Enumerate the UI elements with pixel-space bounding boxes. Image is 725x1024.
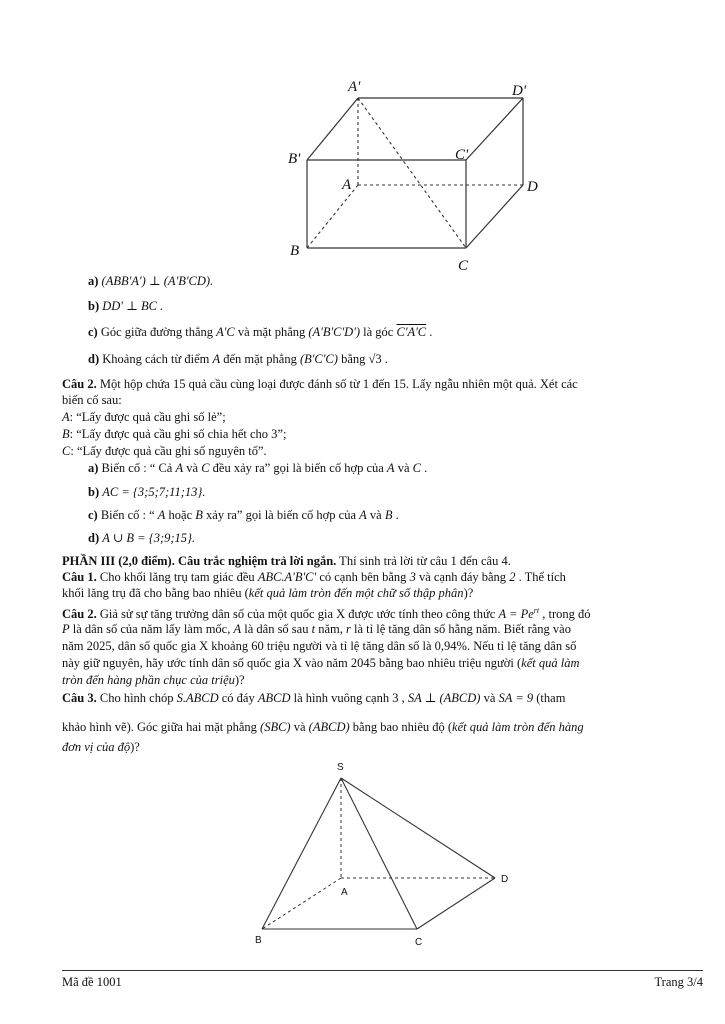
q2-item-a: a) Biến cố : “ Cả A và C đều xảy ra” gọi là biến cố hợp của A và C . xyxy=(88,461,428,475)
p3q2-line1: Câu 2. Giả sử sự tăng trưởng dân số của một quốc gia X được ước tính theo công thức $A = Pe^{rt}$ , trong đó xyxy=(62,606,591,622)
label-d: D xyxy=(527,179,538,195)
part3-header: PHẦN III (2,0 điểm). Câu trắc nghiệm trả lời ngắn. Thí sinh trả lời từ câu 1 đến câu 4. xyxy=(62,554,511,568)
label-b2: B xyxy=(255,935,262,946)
q1-item-c: c) Góc giữa đường thẳng A'C và mặt phẳng (A'B'C'D') là góc C'A'C . xyxy=(88,325,433,339)
label-c2: C xyxy=(415,937,423,948)
q2-event-c: C: “Lấy được quả cầu ghi số nguyên tố”. xyxy=(62,444,267,458)
p3q2-line2: P là dân số của năm lấy làm mốc, A là dân số sau t năm, r là tỉ lệ tăng dân số hằng năm. Biết rằng vào xyxy=(62,622,571,636)
p3q2-line4: này giữ nguyên, hãy ước tính dân số quốc gia X vào năm 2045 bằng bao nhiêu triệu người (kết quả làm xyxy=(62,656,580,670)
pyramid-figure xyxy=(245,757,525,952)
p3q1-line1: Câu 1. Cho khối lăng trụ tam giác đều ABC.A'B'C' có cạnh bên bằng 3 và cạnh đáy bằng 2 . Thể tích xyxy=(62,570,566,584)
q2-stem-line1: Câu 2. Một hộp chứa 15 quả cầu cùng loại được đánh số từ 1 đến 15. Lấy ngẫu nhiên một quả. Xét các xyxy=(62,377,578,391)
page-footer xyxy=(62,970,703,989)
label-c-prime: C' xyxy=(455,147,469,163)
p3q3-line1: Câu 3. Cho hình chóp S.ABCD có đáy ABCD là hình vuông cạnh 3 , SA ⊥ (ABCD) và SA = 9 (tham xyxy=(62,691,566,705)
label-b-prime: B' xyxy=(288,151,301,167)
p3q2-line5: tròn đến hàng phần chục của triệu)? xyxy=(62,673,245,687)
p3q3-line3: đơn vị của độ)? xyxy=(62,740,140,754)
label-a-prime: A' xyxy=(348,79,361,95)
q2-item-d: d) A ∪ B = {3;9;15}. xyxy=(88,531,196,545)
exam-code: Mã đề 1001 xyxy=(62,975,122,989)
q1-item-d: d) Khoảng cách từ điểm A đến mặt phẳng (B'C'C) bằng √3 . xyxy=(88,352,388,366)
page-number: Trang 3/4 xyxy=(654,975,703,989)
label-a: A xyxy=(342,177,352,193)
q2-event-b: B: “Lấy được quả cầu ghi số chia hết cho 3”; xyxy=(62,427,287,441)
label-c: C xyxy=(458,258,469,274)
q2-item-c: c) Biến cố : “ A hoặc B xảy ra” gọi là biến cố hợp của A và B . xyxy=(88,508,399,522)
p3q1-line2: khối lăng trụ đã cho bằng bao nhiêu (kết quả làm tròn đến một chữ số thập phân)? xyxy=(62,586,474,600)
q2-event-a: A: “Lấy được quả cầu ghi số lẻ”; xyxy=(62,410,226,424)
q2-stem-line2: biến cố sau: xyxy=(62,393,122,407)
q2-item-b: b) AC = {3;5;7;11;13}. xyxy=(88,485,206,499)
label-s: S xyxy=(337,762,344,773)
label-d-prime: D' xyxy=(512,83,527,99)
label-b: B xyxy=(290,243,300,259)
label-a2: A xyxy=(341,887,348,898)
label-d2: D xyxy=(501,874,509,885)
q1-item-b: b) DD' ⊥ BC . xyxy=(88,299,164,313)
p3q3-line2: khảo hình vẽ). Góc giữa hai mặt phẳng (SBC) và (ABCD) bằng bao nhiêu độ (kết quả làm tròn đến hàng xyxy=(62,720,584,734)
box-figure xyxy=(280,75,550,275)
p3q2-line3: năm 2025, dân số quốc gia X khoảng 60 triệu người và tỉ lệ tăng dân số là 0,94%. Nếu tỉ lệ tăng dân số xyxy=(62,639,577,653)
q1-item-a: a) (ABB'A') ⊥ (A'B'CD). xyxy=(88,274,214,288)
